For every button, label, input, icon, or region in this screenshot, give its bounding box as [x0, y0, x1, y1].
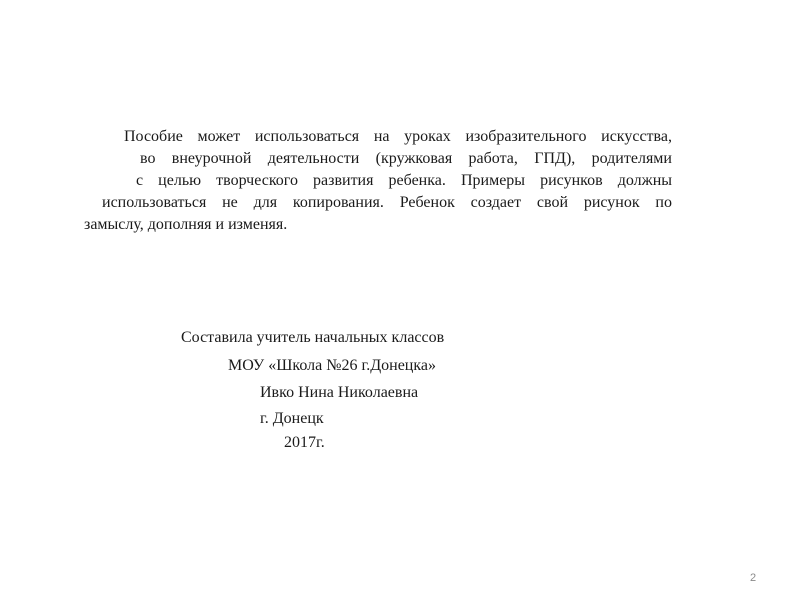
author-name: Ивко Нина Николаевна — [260, 384, 419, 401]
school-name: МОУ «Школа №26 г.Донецка» — [228, 357, 436, 374]
description-line-5: замыслу, дополняя и изменяя. — [84, 216, 288, 233]
compiled-by-text: Составила учитель начальных классов — [181, 329, 445, 346]
description-line-2: во внеурочной деятельности (кружковая работа, ГПД), родителями — [140, 150, 672, 167]
year-text: 2017г. — [284, 434, 325, 451]
city-name: г. Донецк — [260, 410, 324, 427]
description-line-4: использоваться не для копирования. Ребенок создает свой рисунок по — [102, 194, 672, 211]
page-number: 2 — [750, 572, 757, 584]
description-line-3: с целью творческого развития ребенка. Примеры рисунков должны — [136, 172, 672, 189]
description-line-1: Пособие может использоваться на уроках изобразительного искусства, — [124, 128, 672, 145]
